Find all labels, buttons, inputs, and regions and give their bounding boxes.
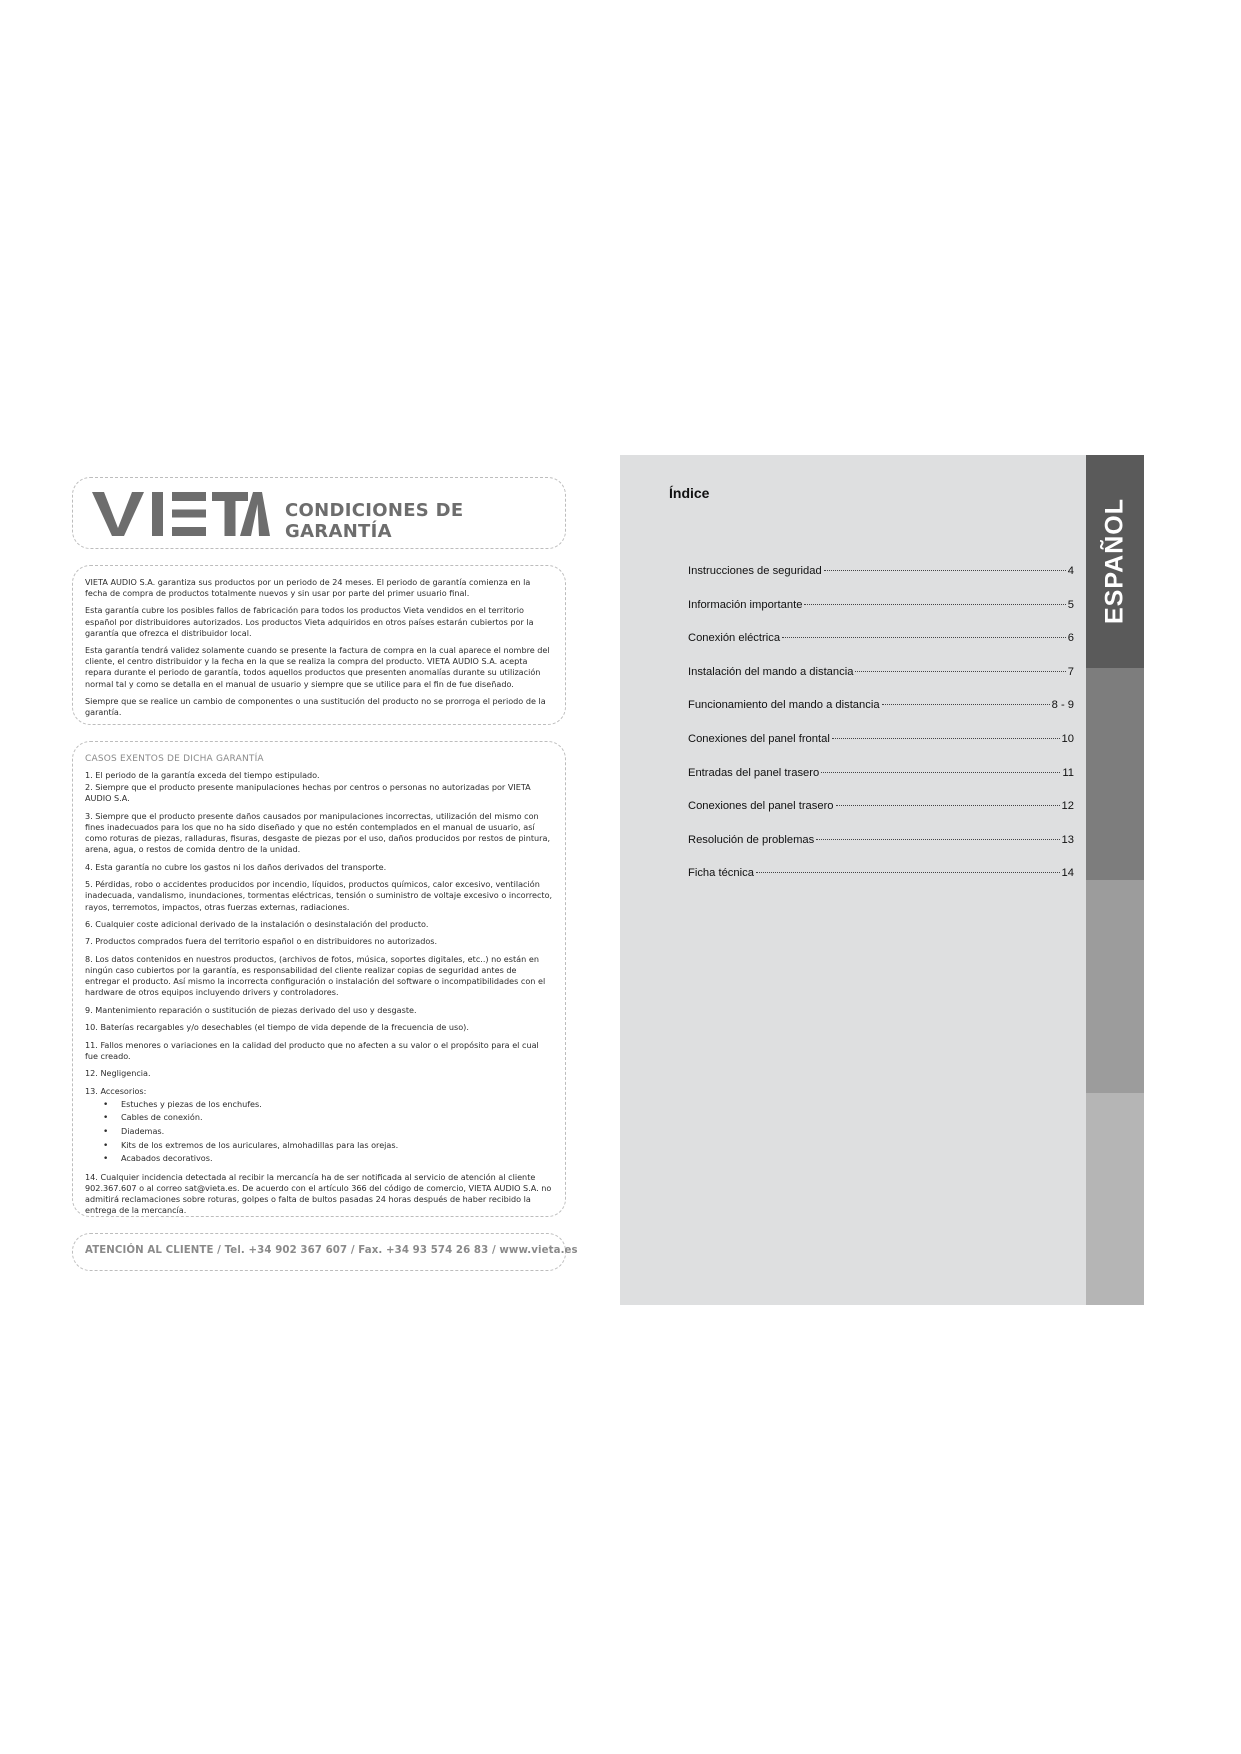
toc-label: Conexiones del panel frontal xyxy=(688,732,830,745)
exclusion-item: 5. Pérdidas, robo o accidentes producidos por incendio, líquidos, productos químicos, calor excesivo, ventilación inadecuada, vandalismo, inundaciones, tormentas eléctricas, tensión o suministro de voltaje excesivo o incorrecto, rayos, terremotos, impactos, otras fuerzas externas, radiaciones. xyxy=(85,879,553,912)
toc-entry[interactable] xyxy=(688,599,1074,633)
header-title: CONDICIONES DE GARANTÍA xyxy=(285,500,464,542)
table-of-contents xyxy=(688,565,1074,901)
toc-page: 10 xyxy=(1061,732,1074,745)
language-tabs xyxy=(1086,455,1144,1305)
toc-leader xyxy=(756,872,1060,873)
language-tab[interactable] xyxy=(1086,880,1144,1093)
toc-leader xyxy=(816,839,1059,840)
toc-leader xyxy=(836,805,1060,806)
intro-paragraph: Esta garantía tendrá validez solamente cuando se presente la factura de compra en la cual aparece el nombre del cliente, el centro distribuidor y la fecha en la que se realiza la compra del producto. VIETA AUDIO S.A. acepta repara durante el periodo de garantía, todos aquellos productos que presenten anomalías durante su utilización normal tal y como se detalla en el manual de usuario y siempre que se utilice para el fin de fue diseñado. xyxy=(85,645,550,689)
toc-page: 13 xyxy=(1061,833,1074,846)
toc-entry[interactable] xyxy=(688,699,1074,733)
accessories-list xyxy=(103,1098,553,1166)
toc-label: Instalación del mando a distancia xyxy=(688,665,854,678)
toc-entry[interactable] xyxy=(688,867,1074,901)
customer-service-footer xyxy=(72,1233,578,1271)
accessory-item: • Diademas. xyxy=(103,1125,553,1139)
toc-page: 6 xyxy=(1067,632,1074,645)
exclusion-item: 12. Negligencia. xyxy=(85,1068,151,1079)
exclusion-item: 14. Cualquier incidencia detectada al recibir la mercancía ha de ser notificada al servicio de atención al cliente 902.367.607 o al correo sat@vieta.es. De acuerdo con el artículo 366 del código de comercio, VIETA AUDIO S.A. no admitirá reclamaciones sobre roturas, golpes o falta de bultos pasadas 24 horas después de haber recibido la entrega de la mercancía. xyxy=(85,1171,552,1216)
exclusion-item: 11. Fallos menores o variaciones en la calidad del producto que no afecten a su valor o el propósito para el cual fue creado. xyxy=(85,1039,539,1061)
toc-page: 4 xyxy=(1067,565,1074,577)
toc-leader xyxy=(824,570,1066,571)
customer-service-contact: ATENCIÓN AL CLIENTE / Tel. +34 902 367 607 / Fax. +34 93 574 26 83 / www.vieta.es xyxy=(85,1245,578,1256)
intro-paragraph: Siempre que se realice un cambio de componentes o una sustitución del producto no se prorroga el periodo de la garantía. xyxy=(85,695,546,718)
exclusion-item: 13. Accesorios: xyxy=(85,1085,147,1096)
toc-label: Funcionamiento del mando a distancia xyxy=(688,699,880,712)
toc-leader xyxy=(855,671,1065,672)
exclusion-item: 1. El periodo de la garantía exceda del tiempo estipulado. xyxy=(85,770,320,780)
intro-paragraph: VIETA AUDIO S.A. garantiza sus productos por un periodo de 24 meses. El periodo de garantía comienza en la fecha de compra de productos totalmente nuevos y sin usar por parte del primer usuario final. xyxy=(85,577,531,599)
warranty-exclusions xyxy=(72,741,566,1217)
language-tab[interactable] xyxy=(1086,1093,1144,1306)
toc-label: Resolución de problemas xyxy=(688,833,815,846)
exclusion-item: 7. Productos comprados fuera del territorio español o en distribuidores no autorizados. xyxy=(85,936,438,947)
accessory-item: • Cables de conexión. xyxy=(103,1111,553,1125)
toc-label: Entradas del panel trasero xyxy=(688,766,820,779)
exclusion-item: 6. Cualquier coste adicional derivado de la instalación o desinstalación del producto. xyxy=(85,918,429,929)
toc-entry[interactable] xyxy=(688,800,1074,834)
accessory-item: • Estuches y piezas de los enchufes. xyxy=(103,1098,553,1112)
index-title: Índice xyxy=(669,485,710,501)
accessory-item: • Kits de los extremos de los auriculares, almohadillas para las orejas. xyxy=(103,1139,553,1153)
toc-label: Ficha técnica xyxy=(688,867,754,880)
intro-paragraph: Esta garantía cubre los posibles fallos de fabricación para todos los productos Vieta vendidos en el territorio español por distribuidores autorizados. Los productos Vieta adquiridos en otros países estarán cubiertos por la garantía que ofrezca el distribuidor local. xyxy=(85,605,534,638)
exclusion-item: 3. Siempre que el producto presente daños causados por manipulaciones incorrectas, utilización del mismo con fines inadecuados para los que no ha sido diseñado y que no estén contemplados en el manual de usuario, así como roturas de piezas, ralladuras, fisuras, desgaste de piezas por el uso, daños producidos por restos de pintura, arena, agua, o restos de comida dentro de la unidad. xyxy=(85,810,551,855)
toc-leader xyxy=(782,637,1066,638)
vieta-logo xyxy=(90,486,270,540)
exclusion-item: 10. Baterías recargables y/o desechables (el tiempo de vida depende de la frecuencia de uso). xyxy=(85,1022,469,1033)
warranty-header xyxy=(72,477,566,549)
toc-entry[interactable] xyxy=(688,632,1074,666)
exclusion-item: 4. Esta garantía no cubre los gastos ni los daños derivados del transporte. xyxy=(85,861,387,872)
toc-leader xyxy=(821,772,1060,773)
toc-leader xyxy=(882,704,1050,705)
toc-entry[interactable] xyxy=(688,666,1074,700)
toc-page: 8 - 9 xyxy=(1051,699,1074,712)
toc-entry[interactable] xyxy=(688,733,1074,767)
accessory-item: • Acabados decorativos. xyxy=(103,1152,553,1166)
exclusion-item: 2. Siempre que el producto presente manipulaciones hechas por centros o personas no autorizadas por VIETA AUDIO S.A. xyxy=(85,782,531,804)
toc-label: Información importante xyxy=(688,598,803,611)
toc-entry[interactable] xyxy=(688,767,1074,801)
language-tab[interactable] xyxy=(1086,668,1144,881)
warranty-intro xyxy=(72,565,566,725)
index-page xyxy=(620,455,1144,1305)
language-tab-label: ESPAÑOL xyxy=(1100,498,1129,625)
exclusion-item: 8. Los datos contenidos en nuestros productos, (archivos de fotos, música, soportes digitales, etc..) no están en ningún caso cubiertos por la garantía, es responsabilidad del cliente realizar copias de seguridad antes de entregar el producto. Así mismo la incorrecta configuración o instalación del software o incompatibilidades con el hardware de otros equipos incluyendo drivers y controladores. xyxy=(85,953,546,998)
toc-label: Instrucciones de seguridad xyxy=(688,565,822,577)
exclusions-title: CASOS EXENTOS DE DICHA GARANTÍA xyxy=(85,754,264,764)
toc-leader xyxy=(804,604,1065,605)
toc-page: 5 xyxy=(1067,598,1074,611)
warranty-page xyxy=(37,455,617,1305)
toc-leader xyxy=(832,738,1060,739)
toc-page: 7 xyxy=(1067,665,1074,678)
toc-page: 14 xyxy=(1061,867,1074,880)
toc-page: 12 xyxy=(1061,800,1074,813)
toc-label: Conexiones del panel trasero xyxy=(688,800,834,813)
toc-entry[interactable] xyxy=(688,834,1074,868)
toc-entry[interactable] xyxy=(688,565,1074,599)
toc-label: Conexión eléctrica xyxy=(688,632,781,645)
language-tab-espanol[interactable] xyxy=(1086,455,1144,668)
exclusion-item: 9. Mantenimiento reparación o sustitución de piezas derivado del uso y desgaste. xyxy=(85,1004,417,1015)
toc-page: 11 xyxy=(1062,766,1074,779)
